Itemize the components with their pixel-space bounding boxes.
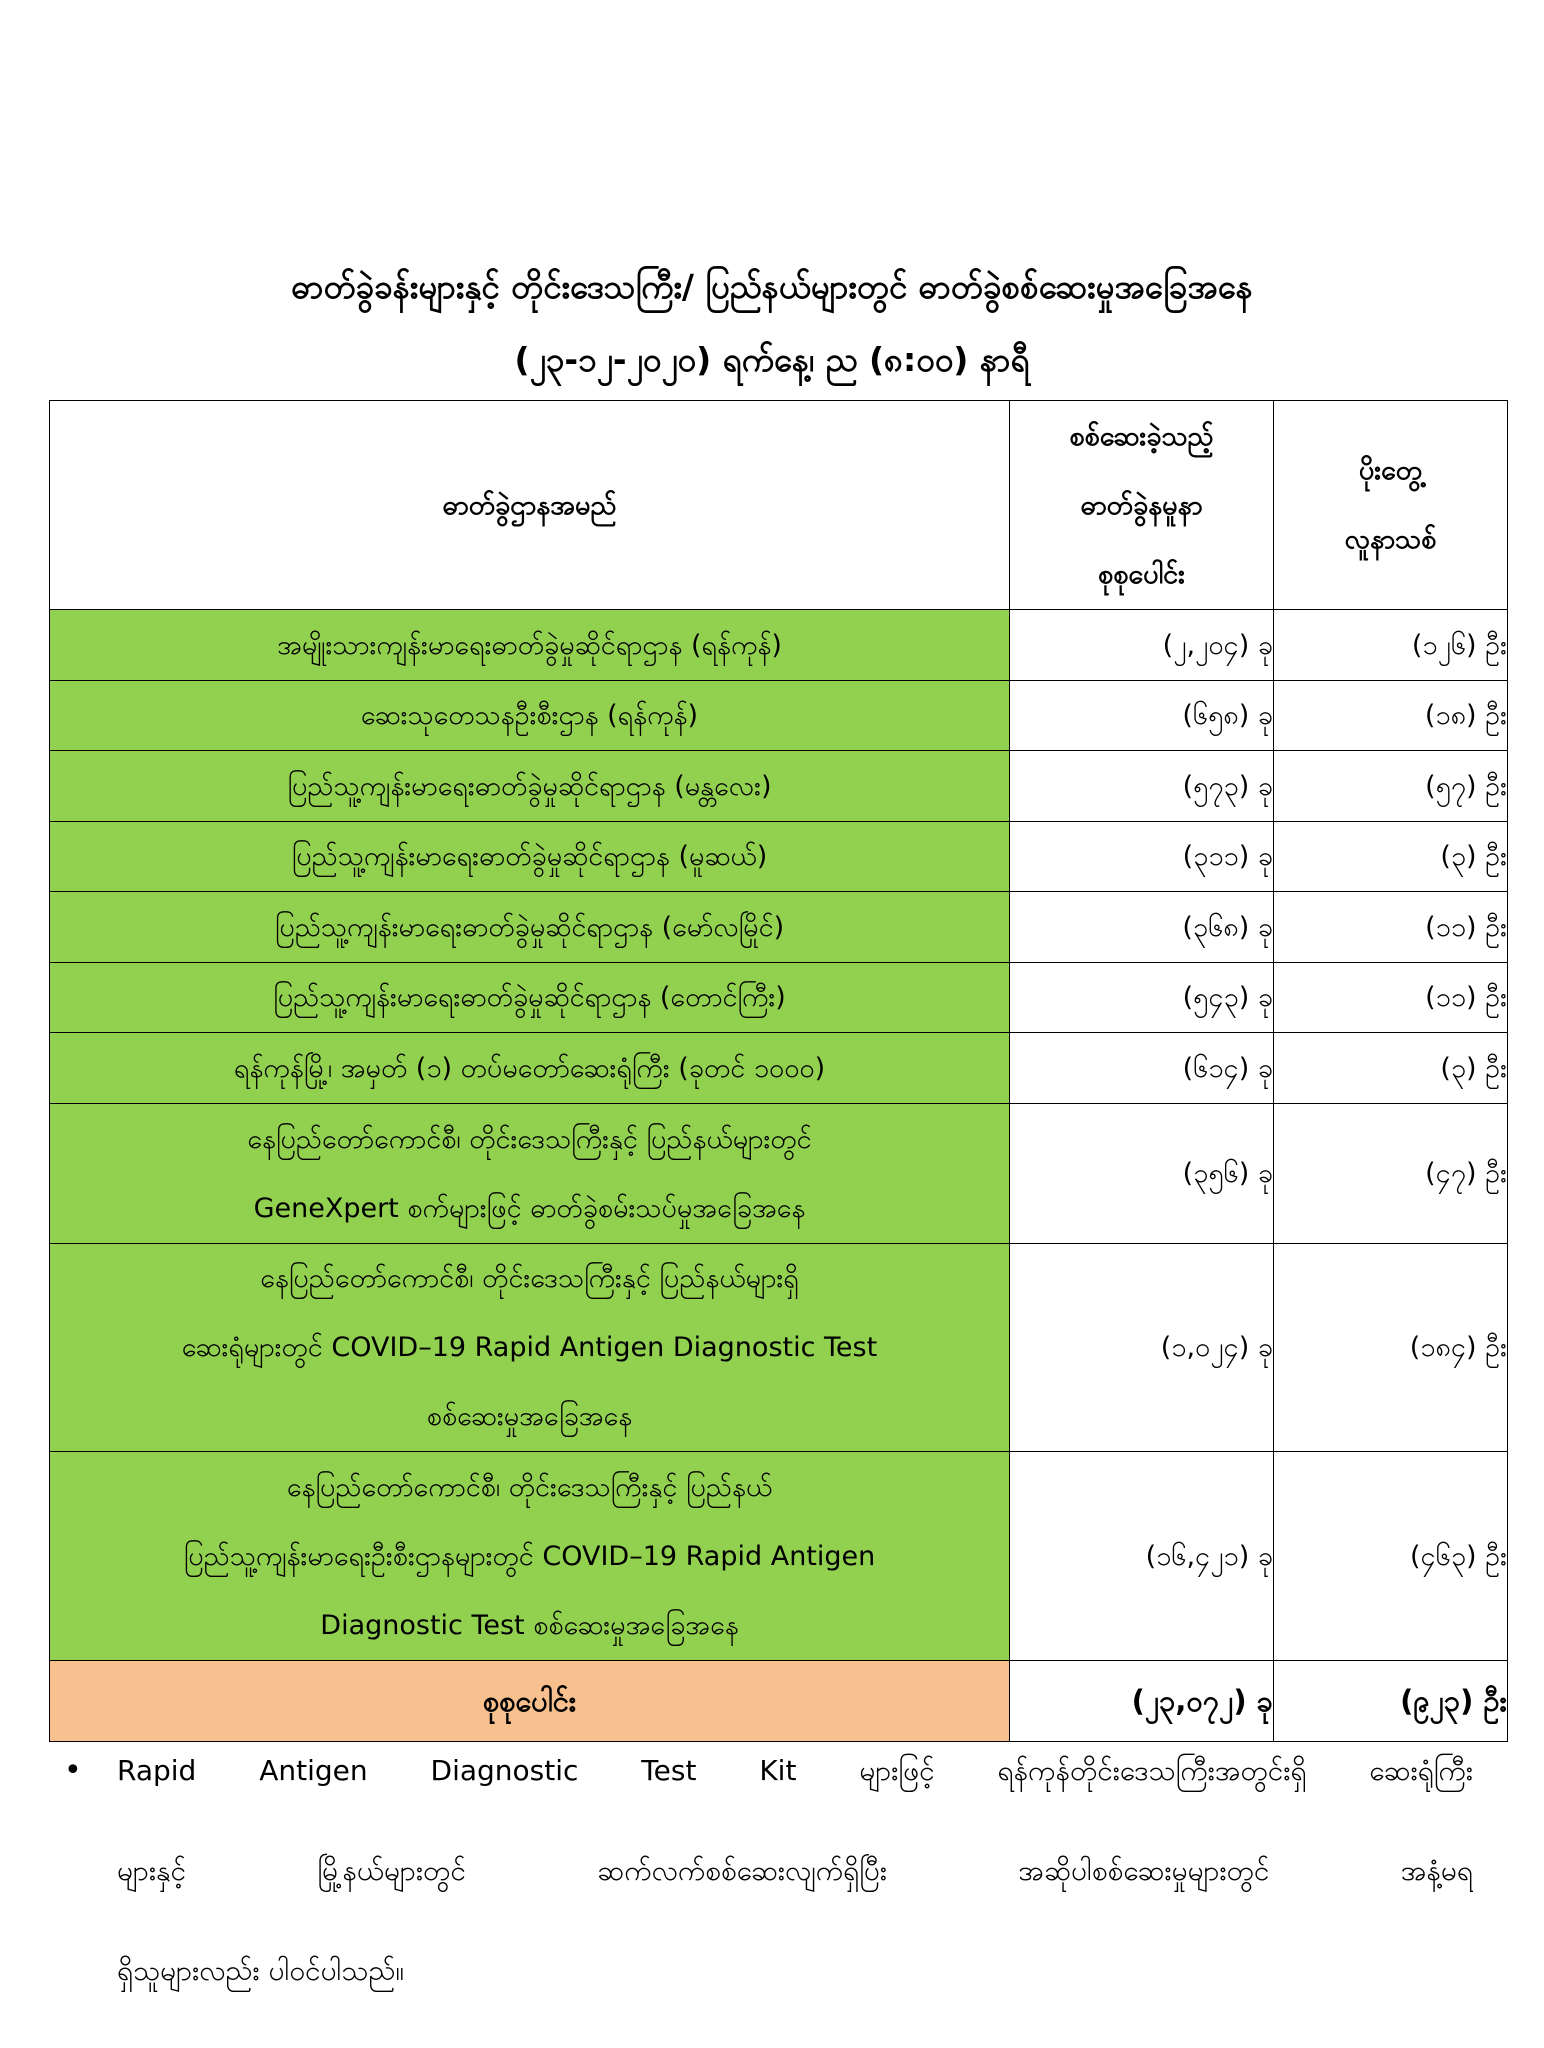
new-cases-cell: (၁၈၄) ဦး xyxy=(1274,1244,1508,1452)
header-lab-name: ဓာတ်ခွဲဌာနအမည် xyxy=(50,401,1010,610)
total-label-cell: စုစုပေါင်း xyxy=(50,1661,1010,1742)
header-new-cases xyxy=(1274,401,1508,610)
table-row xyxy=(50,1033,1508,1104)
new-cases-cell: (၁၁) ဦး xyxy=(1274,963,1508,1033)
new-cases-cell: (၄၇) ဦး xyxy=(1274,1104,1508,1244)
table-row xyxy=(50,963,1508,1033)
new-cases-cell: (၁၂၆) ဦး xyxy=(1274,610,1508,681)
total-new-cases-cell: (၉၂၃) ဦး xyxy=(1274,1661,1508,1742)
samples-cell: (၃၆၈) ခု xyxy=(1010,892,1274,963)
footnote-line: Rapid Antigen Diagnostic Test Kit များဖြင့် ရန်ကုန်တိုင်းဒေသကြီးအတွင်းရှိ ဆေးရုံကြီး xyxy=(117,1754,1473,1787)
header-samples-line: စစ်ဆေးခဲ့သည့် xyxy=(1069,420,1214,452)
table-row xyxy=(50,1452,1508,1661)
bullet-icon: • xyxy=(64,1753,82,1788)
samples-cell: (၆၁၄) ခု xyxy=(1010,1033,1274,1104)
samples-cell: (၆၅၈) ခု xyxy=(1010,681,1274,751)
footnote-line: ရှိသူများလည်း ပါဝင်ပါသည်။ xyxy=(117,1954,405,1987)
samples-cell: (၃၁၁) ခု xyxy=(1010,822,1274,892)
lab-name-cell: ပြည်သူ့ကျန်းမာရေးဓာတ်ခွဲမှုဆိုင်ရာဌာန (တောင်ကြီး) xyxy=(50,963,1010,1033)
new-cases-cell: (၁၈) ဦး xyxy=(1274,681,1508,751)
lab-name-cell: ပြည်သူ့ကျန်းမာရေးဓာတ်ခွဲမှုဆိုင်ရာဌာန (မော်လမြိုင်) xyxy=(50,892,1010,963)
table-row xyxy=(50,822,1508,892)
table-row xyxy=(50,892,1508,963)
new-cases-cell: (၃) ဦး xyxy=(1274,1033,1508,1104)
lab-name-cell: နေပြည်တော်ကောင်စီ၊ တိုင်းဒေသကြီးနှင့် ပြည်နယ်များတွင် GeneXpert စက်များဖြင့် ဓာတ်ခွဲစမ်းသပ်မှုအခြေအနေ xyxy=(50,1104,1010,1244)
lab-name-cell: ရန်ကုန်မြို့၊ အမှတ် (၁) တပ်မတော်ဆေးရုံကြီး (ခုတင် ၁၀၀၀) xyxy=(50,1033,1010,1104)
lab-name-cell: ပြည်သူ့ကျန်းမာရေးဓာတ်ခွဲမှုဆိုင်ရာဌာန (မန္တလေး) xyxy=(50,751,1010,822)
lab-name-cell: ဆေးသုတေသနဦးစီးဌာန (ရန်ကုန်) xyxy=(50,681,1010,751)
samples-cell: (၁၆,၄၂၁) ခု xyxy=(1010,1452,1274,1661)
table-row xyxy=(50,1244,1508,1452)
footnote-paragraph xyxy=(117,1721,1473,2021)
lab-name-cell: ပြည်သူ့ကျန်းမာရေးဓာတ်ခွဲမှုဆိုင်ရာဌာန (မူဆယ်) xyxy=(50,822,1010,892)
table-row xyxy=(50,610,1508,681)
table-row xyxy=(50,751,1508,822)
total-samples-cell: (၂၃,၀၇၂) ခု xyxy=(1010,1661,1274,1742)
header-samples-total xyxy=(1010,401,1274,610)
samples-cell: (၃၅၆) ခု xyxy=(1010,1104,1274,1244)
samples-cell: (၁,၀၂၄) ခု xyxy=(1010,1244,1274,1452)
header-samples-line: စုစုပေါင်း xyxy=(1098,558,1185,590)
table-row xyxy=(50,681,1508,751)
new-cases-cell: (၄၆၃) ဦး xyxy=(1274,1452,1508,1661)
table-header-row xyxy=(50,401,1508,610)
new-cases-cell: (၅၇) ဦး xyxy=(1274,751,1508,822)
samples-cell: (၅၇၃) ခု xyxy=(1010,751,1274,822)
lab-name-cell: အမျိုးသားကျန်းမာရေးဓာတ်ခွဲမှုဆိုင်ရာဌာန (ရန်ကုန်) xyxy=(50,610,1010,681)
header-cases-line: လူနာသစ် xyxy=(1344,524,1437,555)
footnote-line: များနှင့် မြို့နယ်များတွင် ဆက်လက်စစ်ဆေးလျက်ရှိပြီး အဆိုပါစစ်ဆေးမှုများတွင် အနံ့မရ xyxy=(117,1854,1473,1887)
lab-testing-table xyxy=(49,400,1508,1742)
samples-cell: (၂,၂၀၄) ခု xyxy=(1010,610,1274,681)
new-cases-cell: (၁၁) ဦး xyxy=(1274,892,1508,963)
new-cases-cell: (၃) ဦး xyxy=(1274,822,1508,892)
table-row xyxy=(50,1104,1508,1244)
lab-name-cell: နေပြည်တော်ကောင်စီ၊ တိုင်းဒေသကြီးနှင့် ပြည်နယ် ပြည်သူ့ကျန်းမာရေးဦးစီးဌာနများတွင် COVID–19 Rapid Antigen Diagnostic Test စစ်ဆေးမှုအခြေအနေ xyxy=(50,1452,1010,1661)
samples-cell: (၅၄၃) ခု xyxy=(1010,963,1274,1033)
page-title: ဓာတ်ခွဲခန်းများနှင့် တိုင်းဒေသကြီး/ ပြည်နယ်များတွင် ဓာတ်ခွဲစစ်ဆေးမှုအခြေအနေ xyxy=(291,267,1253,306)
header-cases-line: ပိုးတွေ့ xyxy=(1358,455,1423,486)
header-samples-line: ဓာတ်ခွဲနမူနာ xyxy=(1080,489,1203,521)
report-date-subtitle: (၂၃-၁၂-၂၀၂၀) ရက်နေ့၊ ည (၈:၀၀) နာရီ xyxy=(514,340,1030,379)
lab-name-cell: နေပြည်တော်ကောင်စီ၊ တိုင်းဒေသကြီးနှင့် ပြည်နယ်များရှိ ဆေးရုံများတွင် COVID–19 Rapid Antigen Diagnostic Test စစ်ဆေးမှုအခြေအနေ xyxy=(50,1244,1010,1452)
